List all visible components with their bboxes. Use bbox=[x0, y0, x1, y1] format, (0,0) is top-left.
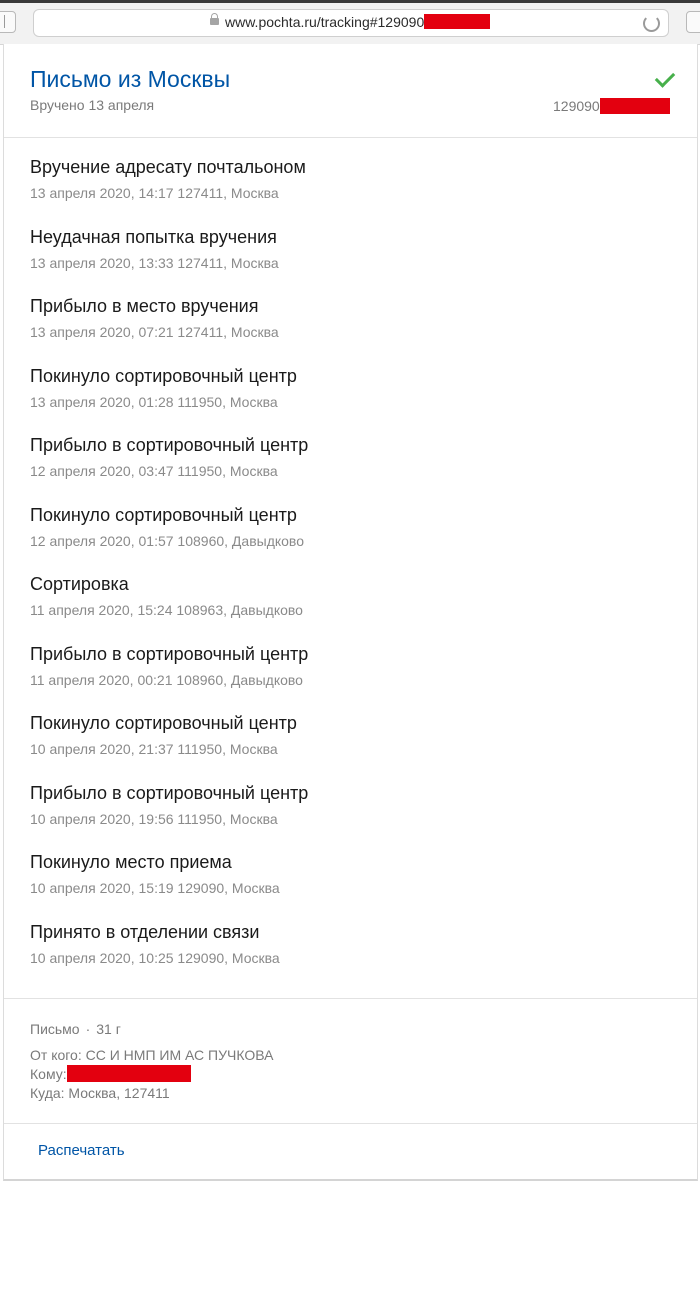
event-title: Вручение адресату почтальоном bbox=[30, 157, 306, 177]
event-meta: 10 апреля 2020, 21:37 111950, Москва bbox=[30, 741, 278, 757]
event-meta: 13 апреля 2020, 07:21 127411, Москва bbox=[30, 324, 279, 340]
event-meta: 11 апреля 2020, 00:21 108960, Давыдково bbox=[30, 671, 303, 688]
event-title: Прибыло в сортировочный центр bbox=[30, 643, 309, 664]
share-icon[interactable] bbox=[686, 11, 700, 33]
tracking-number bbox=[553, 98, 670, 114]
shipment-title: Письмо из Москвы bbox=[30, 66, 231, 92]
history-item bbox=[30, 434, 680, 504]
shipment-header bbox=[4, 44, 697, 138]
shipment-type-weight bbox=[30, 1021, 121, 1037]
history-item bbox=[30, 295, 680, 365]
history-item bbox=[30, 712, 680, 782]
event-meta: 10 апреля 2020, 19:56 111950, Москва bbox=[30, 810, 278, 827]
reload-icon[interactable] bbox=[643, 15, 660, 32]
event-meta: 10 апреля 2020, 10:25 129090, Москва bbox=[30, 949, 280, 966]
tracking-number-value: 129090 bbox=[553, 98, 600, 114]
history-item bbox=[30, 782, 680, 852]
event-meta: 13 апреля 2020, 01:28 111950, Москва bbox=[30, 393, 278, 410]
history-item bbox=[30, 504, 680, 574]
event-meta: 11 апреля 2020, 15:24 108963, Давыдково bbox=[30, 602, 303, 618]
sender: От кого: СС И НМП ИМ АС ПУЧКОВА bbox=[30, 1047, 274, 1063]
redaction-bar bbox=[424, 14, 490, 29]
destination: Куда: Москва, 127411 bbox=[30, 1085, 170, 1101]
shipment-type: Письмо bbox=[30, 1021, 80, 1037]
delivery-status: Вручено 13 апреля bbox=[30, 97, 155, 113]
url-value: www.pochta.ru/tracking#129090 bbox=[225, 14, 425, 30]
event-meta: 12 апреля 2020, 03:47 111950, Москва bbox=[30, 463, 278, 479]
shipment-weight: 31 г bbox=[96, 1021, 121, 1037]
event-title: Покинуло сортировочный центр bbox=[30, 504, 297, 525]
event-title: Принято в отделении связи bbox=[30, 921, 260, 942]
recipient-label: Кому: bbox=[30, 1066, 67, 1082]
event-title: Покинуло место приема bbox=[30, 852, 232, 872]
history-item bbox=[30, 156, 680, 226]
event-meta: 12 апреля 2020, 01:57 108960, Давыдково bbox=[30, 532, 304, 549]
event-title: Сортировка bbox=[30, 574, 129, 594]
tracking-card bbox=[3, 44, 698, 1181]
event-title: Покинуло сортировочный центр bbox=[30, 713, 297, 733]
event-meta: 10 апреля 2020, 15:19 129090, Москва bbox=[30, 880, 280, 896]
browser-toolbar bbox=[0, 0, 700, 45]
history-item bbox=[30, 365, 680, 435]
history-item bbox=[30, 573, 680, 643]
url-text bbox=[225, 14, 490, 30]
check-icon bbox=[655, 67, 676, 88]
history-item bbox=[30, 851, 680, 921]
window-top-edge bbox=[0, 0, 700, 3]
event-title: Прибыло в сортировочный центр bbox=[30, 782, 309, 803]
redaction-bar bbox=[67, 1065, 191, 1082]
event-meta: 13 апреля 2020, 14:17 127411, Москва bbox=[30, 185, 279, 201]
address-block bbox=[30, 1046, 273, 1103]
separator: · bbox=[85, 1021, 91, 1037]
recipient bbox=[30, 1065, 273, 1084]
event-title: Прибыло в сортировочный центр bbox=[30, 435, 309, 455]
address-bar[interactable] bbox=[33, 9, 669, 37]
sidebar-toggle-icon[interactable] bbox=[0, 11, 16, 33]
print-button[interactable]: Распечатать bbox=[38, 1142, 125, 1159]
event-title: Покинуло сортировочный центр bbox=[30, 365, 297, 386]
lock-icon bbox=[210, 18, 219, 25]
tracking-history bbox=[30, 156, 680, 990]
history-item bbox=[30, 643, 680, 713]
history-item bbox=[30, 921, 680, 991]
event-title: Прибыло в место вручения bbox=[30, 296, 259, 316]
event-meta: 13 апреля 2020, 13:33 127411, Москва bbox=[30, 254, 279, 271]
event-title: Неудачная попытка вручения bbox=[30, 226, 277, 247]
redaction-bar bbox=[600, 98, 670, 114]
history-item bbox=[30, 226, 680, 296]
shipment-details bbox=[4, 998, 697, 1124]
